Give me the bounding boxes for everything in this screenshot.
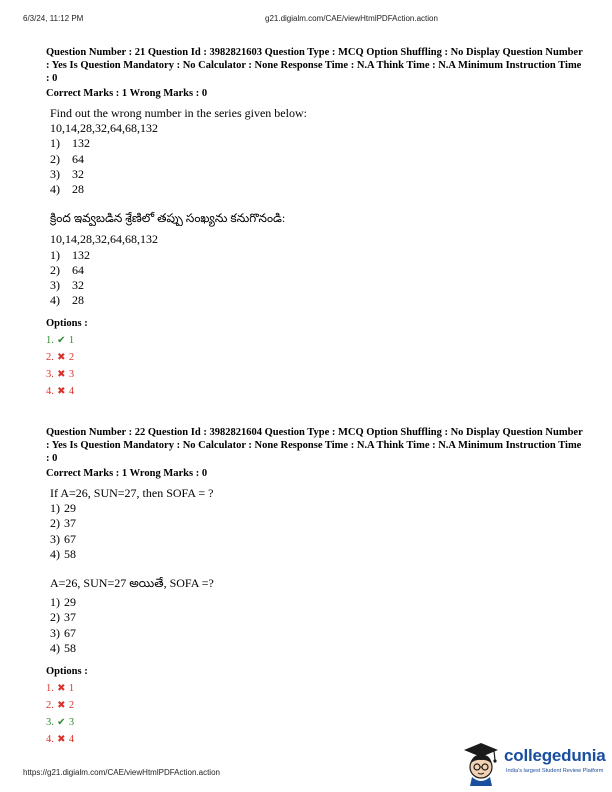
option-item xyxy=(50,167,586,182)
option-number: 1) xyxy=(50,501,60,516)
option-text: 132 xyxy=(72,247,90,262)
print-datetime: 6/3/24, 11:12 PM xyxy=(23,14,84,23)
option-item xyxy=(50,278,586,293)
answer-option-correct xyxy=(46,714,586,731)
answer-label: 3 xyxy=(68,717,75,729)
answer-index: 2. xyxy=(46,352,54,364)
option-item xyxy=(50,641,586,656)
check-mark-icon: ✔ xyxy=(57,335,66,347)
option-list xyxy=(50,595,586,656)
option-text: 67 xyxy=(64,625,76,640)
answer-label: 4 xyxy=(68,386,75,398)
option-number: 1) xyxy=(50,595,60,610)
question-telugu xyxy=(50,211,586,308)
option-list xyxy=(50,248,586,309)
print-url: g21.digialm.com/CAE/viewHtmlPDFAction.action xyxy=(265,14,438,23)
option-item xyxy=(50,248,586,263)
collegedunia-logo xyxy=(460,740,610,786)
option-number: 2) xyxy=(50,151,60,166)
option-number: 2) xyxy=(50,516,60,531)
answer-index: 4. xyxy=(46,386,54,398)
check-mark-icon: ✔ xyxy=(57,717,66,729)
answer-label: 2 xyxy=(68,700,75,712)
answer-index: 3. xyxy=(46,717,54,729)
question-text: A=26, SUN=27 అయితే, SOFA =? xyxy=(50,576,214,591)
answer-index: 1. xyxy=(46,335,54,347)
option-text: 37 xyxy=(64,516,76,531)
option-list xyxy=(50,136,586,197)
option-item xyxy=(50,263,586,278)
logo-tagline: India's largest Student Review Platform xyxy=(506,768,604,774)
option-item xyxy=(50,136,586,151)
question-telugu xyxy=(50,576,586,656)
options-label: Options : xyxy=(46,318,88,330)
question-marks: Correct Marks : 1 Wrong Marks : 0 xyxy=(46,468,208,479)
cross-mark-icon: ✖ xyxy=(57,369,66,381)
option-number: 4) xyxy=(50,640,60,655)
answer-index: 2. xyxy=(46,700,54,712)
answer-option-wrong xyxy=(46,697,586,714)
option-number: 3) xyxy=(50,166,60,181)
question-series: 10,14,28,32,64,68,132 xyxy=(50,232,158,247)
option-text: 67 xyxy=(64,531,76,546)
option-number: 3) xyxy=(50,531,60,546)
option-number: 3) xyxy=(50,278,60,293)
question-text: If A=26, SUN=27, then SOFA = ? xyxy=(50,486,214,500)
answer-label: 1 xyxy=(68,335,75,347)
answer-label: 1 xyxy=(68,683,75,695)
answer-option-wrong xyxy=(46,680,586,697)
question-text: Find out the wrong number in the series given below: xyxy=(50,106,307,120)
option-text: 64 xyxy=(72,151,84,166)
footer-url: https://g21.digialm.com/CAE/viewHtmlPDFAction.action xyxy=(23,768,220,777)
cross-mark-icon: ✖ xyxy=(57,352,66,364)
option-number: 2) xyxy=(50,610,60,625)
option-item xyxy=(50,532,586,547)
option-number: 4) xyxy=(50,293,60,308)
option-text: 32 xyxy=(72,166,84,181)
cross-mark-icon: ✖ xyxy=(57,386,66,398)
option-text: 28 xyxy=(72,182,84,197)
option-number: 1) xyxy=(50,247,60,262)
option-text: 58 xyxy=(64,546,76,561)
answer-label: 4 xyxy=(68,734,75,746)
question-english xyxy=(50,106,586,197)
answer-label: 2 xyxy=(68,352,75,364)
option-text: 29 xyxy=(64,501,76,516)
option-text: 28 xyxy=(72,293,84,308)
answer-index: 1. xyxy=(46,683,54,695)
cross-mark-icon: ✖ xyxy=(57,700,66,712)
option-number: 2) xyxy=(50,262,60,277)
answer-option-wrong xyxy=(46,383,586,400)
option-item xyxy=(50,182,586,197)
question-marks: Correct Marks : 1 Wrong Marks : 0 xyxy=(46,88,208,99)
option-item xyxy=(50,547,586,562)
option-list xyxy=(50,501,586,562)
option-number: 4) xyxy=(50,182,60,197)
question-meta: Question Number : 22 Question Id : 3982821604 Question Type : MCQ Option Shuffling : No Display Question Number : Yes Is Question Mandatory : No Calculator : None Response Time : N.A Think Time : N.A Minimum Instruction Time : 0 xyxy=(46,427,583,464)
option-text: 37 xyxy=(64,610,76,625)
answer-index: 4. xyxy=(46,734,54,746)
logo-wordmark: collegedunia xyxy=(504,746,606,765)
option-text: 64 xyxy=(72,262,84,277)
option-item xyxy=(50,152,586,167)
option-text: 29 xyxy=(64,595,76,610)
cross-mark-icon: ✖ xyxy=(57,734,66,746)
option-text: 132 xyxy=(72,136,90,151)
question-meta: Question Number : 21 Question Id : 3982821603 Question Type : MCQ Option Shuffling : No Display Question Number : Yes Is Question Mandatory : No Calculator : None Response Time : N.A Think Time : N.A Minimum Instruction Time : 0 xyxy=(46,47,583,84)
cross-mark-icon: ✖ xyxy=(57,683,66,695)
option-item xyxy=(50,595,586,610)
option-number: 1) xyxy=(50,136,60,151)
question-text: క్రింద ఇవ్వబడిన శ్రేణిలో తప్పు సంఖ్యను కనుగొనండి: xyxy=(50,211,286,226)
options-label: Options : xyxy=(46,666,88,678)
option-item xyxy=(50,293,586,308)
answer-option-correct xyxy=(46,332,586,349)
option-item xyxy=(50,516,586,531)
question-english xyxy=(50,486,586,562)
option-text: 58 xyxy=(64,640,76,655)
option-item xyxy=(50,610,586,625)
question-block-22 xyxy=(46,426,586,748)
answer-label: 3 xyxy=(68,369,75,381)
option-text: 32 xyxy=(72,278,84,293)
option-number: 3) xyxy=(50,625,60,640)
option-item xyxy=(50,626,586,641)
answer-option-wrong xyxy=(46,349,586,366)
question-series: 10,14,28,32,64,68,132 xyxy=(50,121,158,136)
question-block-21 xyxy=(46,46,586,400)
graduate-mascot-icon xyxy=(460,740,502,786)
option-item xyxy=(50,501,586,516)
answer-index: 3. xyxy=(46,369,54,381)
option-number: 4) xyxy=(50,546,60,561)
answer-option-wrong xyxy=(46,366,586,383)
